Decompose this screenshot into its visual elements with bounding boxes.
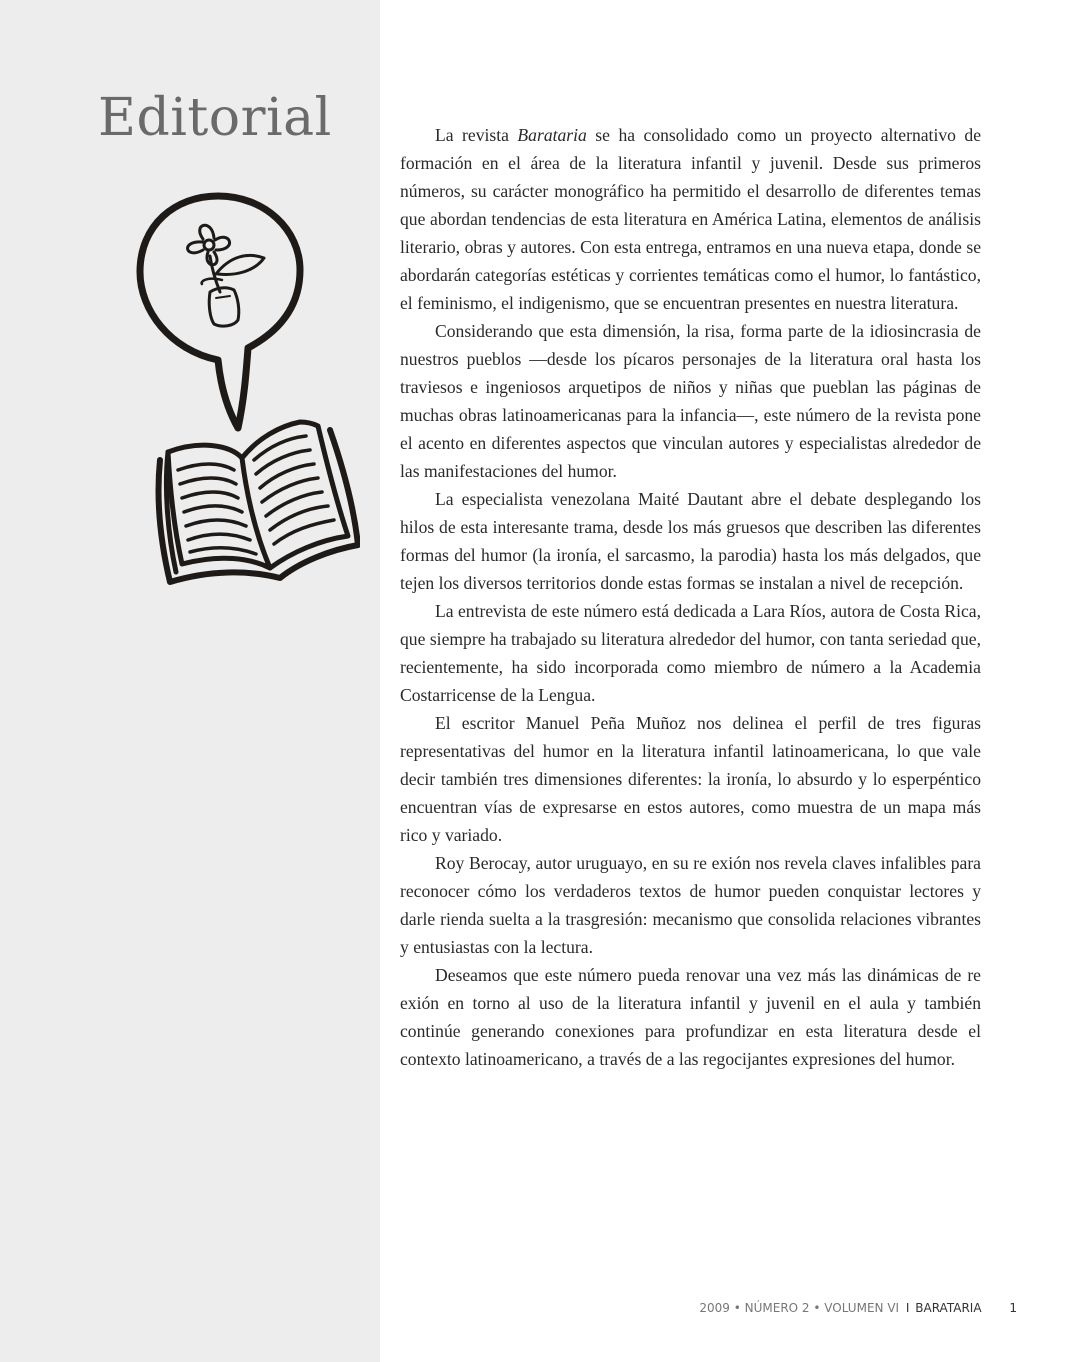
footer-separator: I: [905, 1301, 910, 1315]
paragraph: El escritor Manuel Peña Muñoz nos delinea el perfil de tres figuras representativas del humor en la literatura infantil latinoamericana, lo que vale decir también tres dimensiones diferentes: la ironía, lo absurdo y lo esperpéntico encuentran vías de expresarse en estos autores, como muestra de un mapa más rico y variado.: [400, 713, 981, 845]
paragraph: La revista Barataria se ha consolidado como un proyecto alternativo de formación en el área de la literatura infantil y juvenil. Desde sus primeros números, su carácter monográfico ha permitido el desarrollo de diferentes temas que abordan tendencias de esta literatura en América Latina, elementos de análisis literario, obras y autores. Con esta entrega, entramos en una nueva etapa, donde se abordarán categorías estéticas y corrientes temáticas como el humor, lo fantástico, el feminismo, el indigenismo, que se encuentran presentes en nuestra literatura.: [400, 125, 982, 313]
page-footer: [699, 1301, 1017, 1315]
paragraph: Considerando que esta dimensión, la risa, forma parte de la idiosincrasia de nuestros pueblos —desde los pícaros personajes de la literatura oral hasta los traviesos e ingeniosos arquetipos de niños y niñas que pueblan las páginas de muchas obras latinoamericanas para la infancia—, este número de la revista pone el acento en diferentes aspectos que vinculan autores y especialistas alrededor de las manifestaciones del humor.: [400, 321, 981, 481]
paragraph: La especialista venezolana Maité Dautant abre el debate desplegando los hilos de esta interesante trama, desde los más gruesos que describen las diferentes formas del humor (la ironía, el sarcasmo, la parodia) hasta los más delgados, que tejen los diversos territorios donde estas formas se instalan a nivel de recepción.: [400, 489, 981, 593]
magazine-label: BARATARIA: [915, 1301, 982, 1315]
page-title: Editorial: [98, 88, 332, 148]
page-number: 1: [1009, 1301, 1017, 1315]
sidebar-panel: [0, 0, 380, 1362]
paragraph: Deseamos que este número pueda renovar una vez más las dinámicas de re exión en torno al uso de la literatura infantil y juvenil en el aula y también continúe generando conexiones para profundizar en esta literatura desde el contexto latinoamericano, a través de a las regocijantes expresiones del humor.: [400, 965, 981, 1069]
editorial-body: [400, 121, 981, 1073]
magazine-name: Barataria: [517, 125, 587, 145]
book-with-flower-thought-bubble-icon: [130, 190, 360, 610]
issue-info: 2009 • NÚMERO 2 • VOLUMEN VI: [699, 1301, 900, 1315]
paragraph: La entrevista de este número está dedicada a Lara Ríos, autora de Costa Rica, que siempre ha trabajado su literatura alrededor del humor, con tanta seriedad que, recientemente, ha sido incorporada como miembro de número a la Academia Costarricense de la Lengua.: [400, 601, 981, 705]
paragraph: Roy Berocay, autor uruguayo, en su re exión nos revela claves infalibles para reconocer cómo los verdaderos textos de humor pueden conquistar lectores y darle rienda suelta a la trasgresión: mecanismo que consolida relaciones vibrantes y entusiastas con la lectura.: [400, 853, 981, 957]
